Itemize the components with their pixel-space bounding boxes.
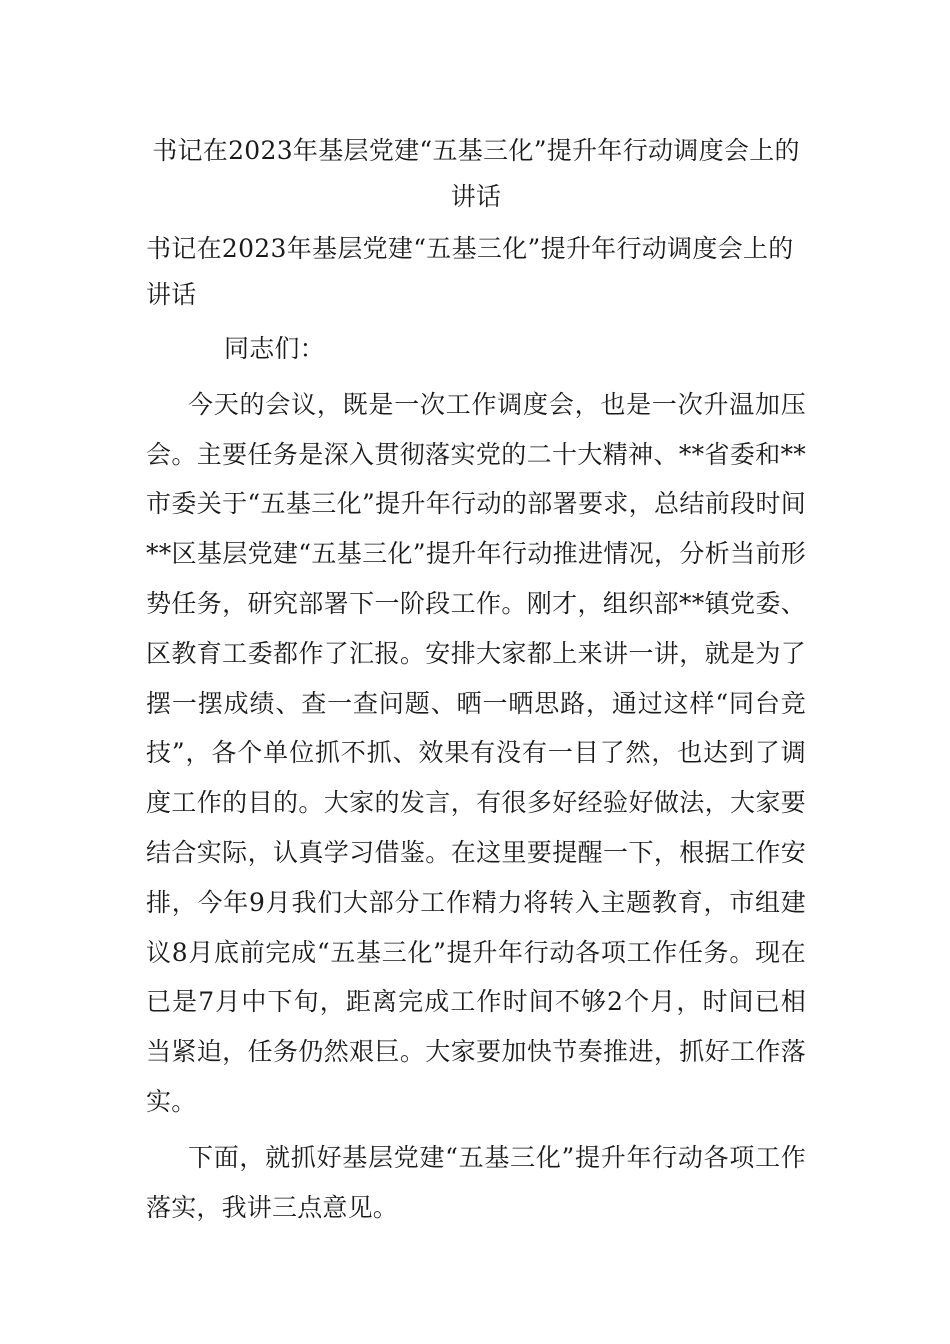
document-title: 书记在2023年基层党建“五基三化”提升年行动调度会上的讲话 bbox=[152, 136, 800, 211]
greeting: 同志们： bbox=[224, 334, 325, 363]
body-paragraph-1: 今天的会议，既是一次工作调度会，也是一次升温加压会。主要任务是深入贯彻落实党的二十大精神、**省委和**市委关于“五基三化”提升年行动的部署要求，总结前段时间**区基层党建“五基三化”提升年行动推进情况，分析当前形势任务，研究部署下一阶段工作。刚才，组织部**镇党委、区教育工委都作了汇报。安排大家都上来讲一讲，就是为了摆一摆成绩、查一查问题、晒一晒思路，通过这样“同台竞技”，各个单位抓不抓、效果有没有一目了然，也达到了调度工作的目的。大家的发言，有很多好经验好做法，大家要结合实际，认真学习借鉴。在这里要提醒一下，根据工作安排，今年9月我们大部分工作精力将转入主题教育，市组建议8月底前完成“五基三化”提升年行动各项工作任务。现在已是7月中下旬，距离完成工作时间不够2个月，时间已相当紧迫，任务仍然艰巨。大家要加快节奏推进，抓好工作落实。 bbox=[146, 389, 806, 1116]
document-title-repeat: 书记在2023年基层党建“五基三化”提升年行动调度会上的讲话 bbox=[146, 234, 794, 309]
body-paragraph-2: 下面，就抓好基层党建“五基三化”提升年行动各项工作落实，我讲三点意见。 bbox=[146, 1142, 806, 1222]
document-page bbox=[146, 128, 806, 1232]
